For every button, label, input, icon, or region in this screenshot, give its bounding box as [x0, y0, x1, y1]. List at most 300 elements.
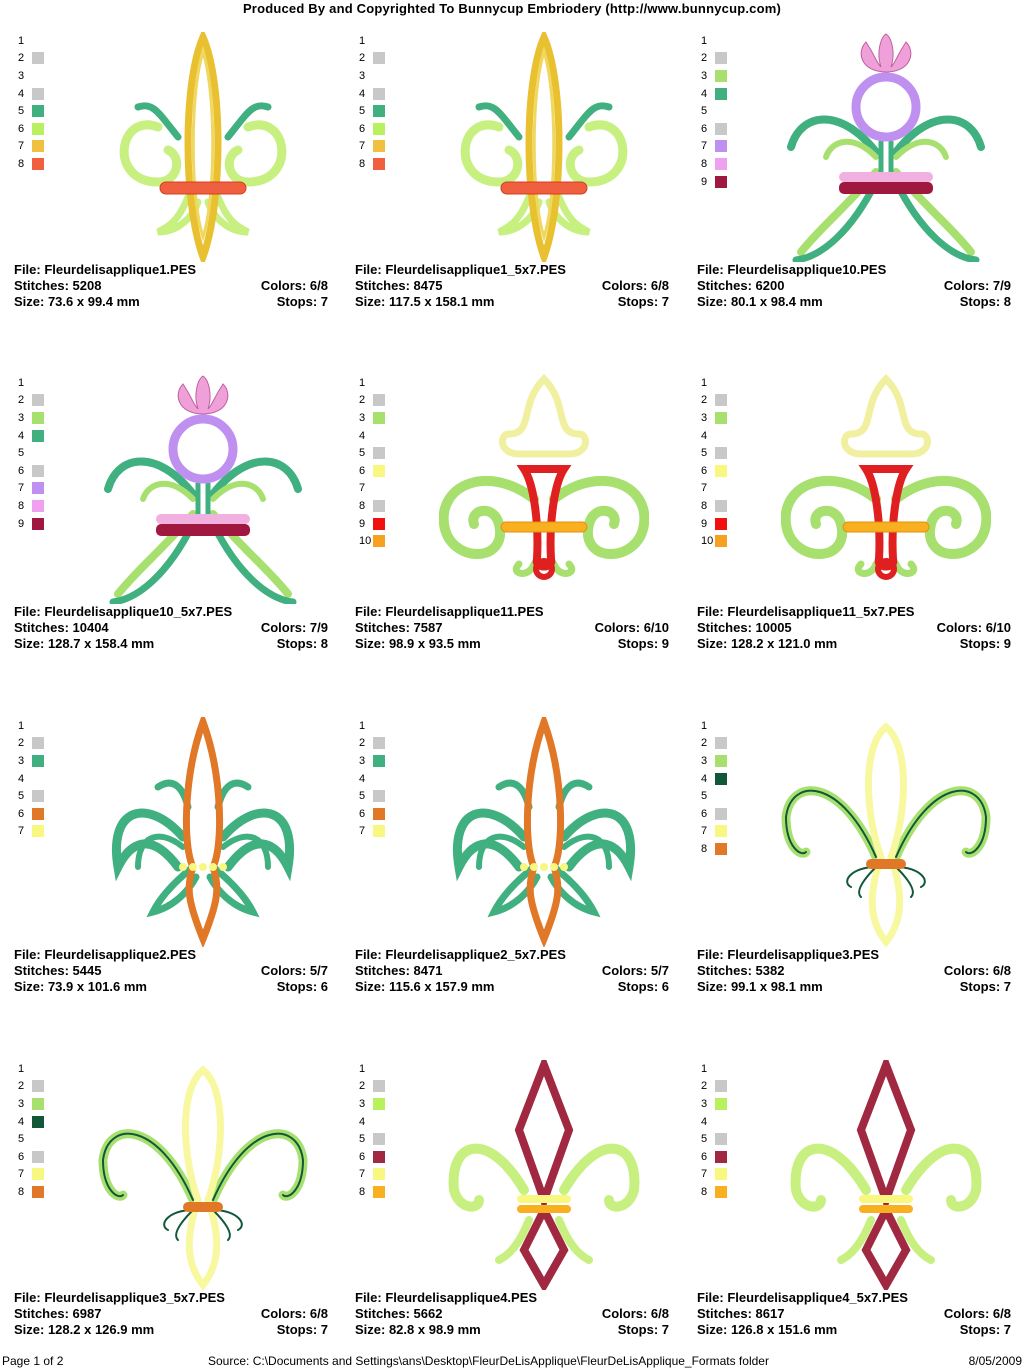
- color-swatch-list: [359, 374, 399, 550]
- design-card: [355, 1036, 673, 1366]
- stop-count: Stops: 7: [617, 1322, 669, 1337]
- color-swatch-row: [701, 392, 741, 410]
- color-swatch-row: [359, 532, 399, 550]
- color-swatch: [715, 70, 727, 82]
- color-swatch-row: [18, 67, 58, 85]
- color-index: 7: [701, 140, 708, 153]
- stop-count: Stops: 7: [276, 294, 328, 309]
- color-count: Colors: 6/10: [594, 620, 669, 635]
- color-swatch-list: [359, 1060, 399, 1201]
- color-swatch-row: [359, 67, 399, 85]
- stitch-count: Stitches: 5662: [355, 1306, 443, 1321]
- color-swatch: [715, 825, 727, 837]
- design-card: [14, 693, 332, 1023]
- color-index: 4: [359, 429, 366, 442]
- color-index: 6: [359, 1150, 366, 1163]
- color-swatch: [715, 500, 727, 512]
- color-swatch-row: [701, 120, 741, 138]
- color-swatch: [32, 482, 44, 494]
- color-swatch-row: [18, 735, 58, 753]
- color-swatch-row: [701, 752, 741, 770]
- design-card: [14, 8, 332, 338]
- color-count: Colors: 6/8: [601, 278, 669, 293]
- color-swatch: [373, 755, 385, 767]
- color-swatch-list: [701, 374, 741, 550]
- design-info: [697, 604, 1011, 652]
- color-swatch-row: [701, 67, 741, 85]
- file-name: File: Fleurdelisapplique4_5x7.PES: [697, 1290, 908, 1305]
- color-swatch-row: [701, 735, 741, 753]
- color-index: 7: [359, 825, 366, 838]
- color-swatch-row: [701, 717, 741, 735]
- design-info: [355, 604, 669, 652]
- color-swatch: [373, 1186, 385, 1198]
- color-swatch-row: [359, 1166, 399, 1184]
- color-swatch-row: [359, 752, 399, 770]
- color-index: 6: [18, 464, 25, 477]
- color-swatch-row: [18, 50, 58, 68]
- color-swatch: [32, 808, 44, 820]
- color-index: 7: [359, 1168, 366, 1181]
- color-swatch-row: [701, 823, 741, 841]
- color-index: 4: [359, 87, 366, 100]
- page-number: Page 1 of 2: [2, 1354, 64, 1368]
- color-index: 2: [701, 52, 708, 65]
- color-swatch: [715, 808, 727, 820]
- color-index: 4: [18, 772, 25, 785]
- color-swatch-row: [359, 1095, 399, 1113]
- color-index: 5: [359, 105, 366, 118]
- fleur-de-lis-design-image: [781, 32, 991, 262]
- color-swatch-row: [18, 1113, 58, 1131]
- color-index: 7: [18, 1168, 25, 1181]
- color-swatch-row: [18, 1095, 58, 1113]
- color-swatch-row: [359, 1078, 399, 1096]
- color-index: 5: [18, 105, 25, 118]
- color-swatch-list: [701, 717, 741, 858]
- color-swatch: [373, 500, 385, 512]
- color-swatch-row: [18, 752, 58, 770]
- color-swatch-row: [18, 1166, 58, 1184]
- color-index: 4: [701, 429, 708, 442]
- color-swatch-row: [359, 1113, 399, 1131]
- color-swatch: [32, 1080, 44, 1092]
- color-swatch-row: [701, 32, 741, 50]
- color-index: 5: [359, 447, 366, 460]
- fleur-de-lis-design-image: [98, 1060, 308, 1290]
- file-name: File: Fleurdelisapplique2_5x7.PES: [355, 947, 566, 962]
- design-size: Size: 82.8 x 98.9 mm: [355, 1322, 481, 1337]
- color-swatch-row: [359, 102, 399, 120]
- color-swatch-row: [701, 173, 741, 191]
- color-swatch: [32, 1116, 44, 1128]
- color-index: 7: [18, 140, 25, 153]
- color-index: 9: [18, 517, 25, 530]
- color-index: 3: [18, 754, 25, 767]
- color-swatch: [32, 158, 44, 170]
- color-swatch: [32, 1168, 44, 1180]
- color-index: 3: [701, 754, 708, 767]
- color-index: 2: [18, 52, 25, 65]
- design-info: [355, 947, 669, 995]
- color-swatch-row: [18, 85, 58, 103]
- file-name: File: Fleurdelisapplique1_5x7.PES: [355, 262, 566, 277]
- color-swatch: [373, 790, 385, 802]
- page-header: Produced By and Copyrighted To Bunnycup Embriodery (http://www.bunnycup.com): [242, 1, 782, 16]
- color-index: 1: [701, 34, 708, 47]
- color-swatch: [715, 394, 727, 406]
- color-swatch-row: [701, 1166, 741, 1184]
- color-swatch: [32, 140, 44, 152]
- color-swatch-row: [359, 32, 399, 50]
- color-index: 5: [18, 790, 25, 803]
- color-swatch: [373, 105, 385, 117]
- stitch-count: Stitches: 6200: [697, 278, 785, 293]
- color-swatch-row: [701, 515, 741, 533]
- color-swatch: [373, 412, 385, 424]
- color-index: 6: [359, 464, 366, 477]
- color-index: 4: [701, 1115, 708, 1128]
- color-swatch-row: [701, 1183, 741, 1201]
- color-index: 4: [359, 1115, 366, 1128]
- color-index: 3: [359, 1097, 366, 1110]
- color-count: Colors: 6/10: [936, 620, 1011, 635]
- stitch-count: Stitches: 6987: [14, 1306, 102, 1321]
- color-swatch-row: [359, 717, 399, 735]
- color-index: 6: [359, 122, 366, 135]
- color-index: 6: [701, 807, 708, 820]
- design-info: [355, 1290, 669, 1338]
- stop-count: Stops: 8: [276, 636, 328, 651]
- color-index: 2: [359, 737, 366, 750]
- fleur-de-lis-design-image: [439, 1060, 649, 1290]
- stitch-count: Stitches: 5382: [697, 963, 785, 978]
- color-swatch-row: [18, 515, 58, 533]
- color-swatch-list: [18, 374, 58, 532]
- design-card: [14, 350, 332, 680]
- file-name: File: Fleurdelisapplique11.PES: [355, 604, 544, 619]
- color-index: 4: [18, 429, 25, 442]
- color-count: Colors: 5/7: [260, 963, 328, 978]
- color-index: 5: [701, 447, 708, 460]
- file-name: File: Fleurdelisapplique3.PES: [697, 947, 880, 962]
- stop-count: Stops: 9: [617, 636, 669, 651]
- color-swatch: [32, 88, 44, 100]
- color-swatch-row: [701, 532, 741, 550]
- design-card: [355, 693, 673, 1023]
- color-swatch-row: [701, 85, 741, 103]
- color-index: 1: [359, 719, 366, 732]
- color-swatch: [715, 158, 727, 170]
- color-index: 3: [701, 411, 708, 424]
- color-index: 4: [701, 772, 708, 785]
- fleur-de-lis-design-image: [781, 1060, 991, 1290]
- color-swatch-list: [18, 32, 58, 173]
- color-swatch: [715, 1168, 727, 1180]
- color-index: 2: [359, 52, 366, 65]
- color-swatch-row: [701, 1130, 741, 1148]
- color-swatch: [373, 52, 385, 64]
- color-index: 5: [359, 1133, 366, 1146]
- color-swatch: [715, 1080, 727, 1092]
- color-swatch-row: [18, 497, 58, 515]
- color-swatch-row: [18, 1078, 58, 1096]
- design-info: [355, 262, 669, 310]
- color-swatch: [715, 1151, 727, 1163]
- color-swatch-row: [359, 138, 399, 156]
- stitch-count: Stitches: 5208: [14, 278, 102, 293]
- color-index: 1: [701, 719, 708, 732]
- color-swatch-row: [359, 1130, 399, 1148]
- stop-count: Stops: 7: [617, 294, 669, 309]
- color-index: 4: [701, 87, 708, 100]
- color-index: 7: [359, 140, 366, 153]
- color-index: 1: [18, 376, 25, 389]
- color-swatch-row: [359, 120, 399, 138]
- color-swatch: [715, 412, 727, 424]
- design-info: [697, 1290, 1011, 1338]
- color-swatch: [715, 52, 727, 64]
- color-swatch: [32, 123, 44, 135]
- design-size: Size: 80.1 x 98.4 mm: [697, 294, 823, 309]
- color-index: 7: [701, 482, 708, 495]
- page-footer: [0, 1354, 1024, 1370]
- color-swatch-row: [18, 787, 58, 805]
- color-swatch-row: [359, 805, 399, 823]
- color-swatch-row: [359, 462, 399, 480]
- color-swatch-row: [18, 823, 58, 841]
- color-swatch-row: [359, 497, 399, 515]
- design-size: Size: 126.8 x 151.6 mm: [697, 1322, 838, 1337]
- color-index: 5: [701, 790, 708, 803]
- stitch-count: Stitches: 7587: [355, 620, 443, 635]
- color-swatch: [373, 123, 385, 135]
- color-swatch-row: [359, 1183, 399, 1201]
- color-swatch: [32, 430, 44, 442]
- color-swatch: [715, 447, 727, 459]
- color-swatch-row: [359, 735, 399, 753]
- stop-count: Stops: 9: [959, 636, 1011, 651]
- color-index: 2: [701, 394, 708, 407]
- color-swatch: [32, 465, 44, 477]
- color-swatch-list: [18, 717, 58, 840]
- color-index: 2: [18, 737, 25, 750]
- color-index: 2: [701, 737, 708, 750]
- color-swatch: [373, 394, 385, 406]
- file-name: File: Fleurdelisapplique4.PES: [355, 1290, 538, 1305]
- color-index: 10: [359, 535, 372, 548]
- color-index: 3: [359, 754, 366, 767]
- color-swatch-row: [18, 138, 58, 156]
- color-swatch-list: [359, 717, 399, 840]
- color-swatch-row: [18, 717, 58, 735]
- color-swatch-row: [701, 1060, 741, 1078]
- color-swatch: [373, 1168, 385, 1180]
- fleur-de-lis-design-image: [98, 374, 308, 604]
- color-swatch-row: [701, 805, 741, 823]
- color-index: 5: [701, 1133, 708, 1146]
- color-swatch-row: [359, 374, 399, 392]
- color-count: Colors: 6/8: [260, 1306, 328, 1321]
- color-index: 2: [18, 394, 25, 407]
- color-swatch: [715, 176, 727, 188]
- color-count: Colors: 7/9: [943, 278, 1011, 293]
- design-size: Size: 115.6 x 157.9 mm: [355, 979, 495, 994]
- fleur-de-lis-design-image: [781, 374, 991, 604]
- color-index: 1: [359, 1062, 366, 1075]
- color-count: Colors: 5/7: [601, 963, 669, 978]
- color-index: 1: [18, 719, 25, 732]
- color-swatch-row: [359, 1060, 399, 1078]
- design-size: Size: 98.9 x 93.5 mm: [355, 636, 481, 651]
- color-index: 6: [701, 1150, 708, 1163]
- color-swatch-row: [18, 427, 58, 445]
- color-swatch-row: [359, 155, 399, 173]
- color-swatch: [32, 755, 44, 767]
- color-swatch-row: [701, 1078, 741, 1096]
- color-swatch: [715, 140, 727, 152]
- stop-count: Stops: 6: [617, 979, 669, 994]
- color-swatch-row: [359, 85, 399, 103]
- color-count: Colors: 7/9: [260, 620, 328, 635]
- stop-count: Stops: 7: [276, 1322, 328, 1337]
- color-swatch-row: [701, 409, 741, 427]
- design-card: [697, 1036, 1015, 1366]
- color-index: 8: [701, 157, 708, 170]
- color-swatch-row: [18, 1130, 58, 1148]
- color-index: 9: [701, 517, 708, 530]
- color-swatch-row: [18, 102, 58, 120]
- color-index: 5: [701, 105, 708, 118]
- color-index: 8: [701, 1185, 708, 1198]
- color-swatch-row: [701, 1148, 741, 1166]
- color-index: 3: [18, 69, 25, 82]
- color-swatch-row: [701, 497, 741, 515]
- color-swatch-list: [18, 1060, 58, 1201]
- color-index: 5: [18, 1133, 25, 1146]
- color-index: 1: [18, 1062, 25, 1075]
- file-name: File: Fleurdelisapplique10_5x7.PES: [14, 604, 233, 619]
- color-swatch-row: [359, 515, 399, 533]
- color-swatch-row: [701, 840, 741, 858]
- color-index: 7: [701, 825, 708, 838]
- color-swatch: [715, 1186, 727, 1198]
- color-swatch: [373, 158, 385, 170]
- color-swatch-row: [701, 102, 741, 120]
- stitch-count: Stitches: 5445: [14, 963, 102, 978]
- color-swatch-row: [701, 480, 741, 498]
- color-swatch-row: [18, 155, 58, 173]
- color-swatch: [715, 773, 727, 785]
- color-swatch: [32, 1186, 44, 1198]
- color-swatch: [32, 737, 44, 749]
- design-card: [697, 693, 1015, 1023]
- color-swatch-row: [18, 374, 58, 392]
- color-index: 6: [701, 122, 708, 135]
- color-index: 1: [701, 1062, 708, 1075]
- color-index: 5: [18, 447, 25, 460]
- color-swatch: [373, 1080, 385, 1092]
- color-swatch: [32, 105, 44, 117]
- color-swatch-list: [701, 1060, 741, 1201]
- print-date: 8/05/2009: [968, 1354, 1022, 1368]
- design-size: Size: 73.6 x 99.4 mm: [14, 294, 140, 309]
- design-info: [697, 262, 1011, 310]
- color-swatch: [32, 790, 44, 802]
- color-swatch-row: [359, 409, 399, 427]
- color-swatch-row: [359, 770, 399, 788]
- design-info: [697, 947, 1011, 995]
- color-index: 8: [18, 499, 25, 512]
- color-swatch-row: [701, 50, 741, 68]
- stitch-count: Stitches: 8471: [355, 963, 443, 978]
- color-swatch-row: [18, 770, 58, 788]
- color-swatch: [715, 518, 727, 530]
- color-swatch: [715, 88, 727, 100]
- fleur-de-lis-design-image: [439, 717, 649, 947]
- color-swatch-row: [701, 462, 741, 480]
- design-card: [697, 8, 1015, 338]
- color-index: 6: [18, 807, 25, 820]
- design-size: Size: 128.2 x 126.9 mm: [14, 1322, 155, 1337]
- fleur-de-lis-design-image: [439, 374, 649, 604]
- color-swatch: [373, 447, 385, 459]
- color-index: 3: [359, 411, 366, 424]
- design-size: Size: 117.5 x 158.1 mm: [355, 294, 495, 309]
- design-size: Size: 73.9 x 101.6 mm: [14, 979, 147, 994]
- stop-count: Stops: 8: [959, 294, 1011, 309]
- color-swatch-row: [18, 480, 58, 498]
- color-swatch-row: [701, 427, 741, 445]
- color-index: 5: [359, 790, 366, 803]
- stop-count: Stops: 6: [276, 979, 328, 994]
- color-swatch: [715, 1098, 727, 1110]
- color-index: 2: [18, 1080, 25, 1093]
- color-swatch-row: [18, 392, 58, 410]
- color-swatch: [373, 465, 385, 477]
- color-index: 3: [701, 69, 708, 82]
- color-swatch: [715, 535, 727, 547]
- design-card: [14, 1036, 332, 1366]
- color-swatch-row: [18, 32, 58, 50]
- design-info: [14, 262, 328, 310]
- color-index: 8: [359, 499, 366, 512]
- color-swatch: [32, 1098, 44, 1110]
- stitch-count: Stitches: 8617: [697, 1306, 785, 1321]
- color-swatch-row: [18, 120, 58, 138]
- file-name: File: Fleurdelisapplique11_5x7.PES: [697, 604, 915, 619]
- color-swatch-row: [359, 427, 399, 445]
- color-swatch-row: [701, 770, 741, 788]
- color-count: Colors: 6/8: [943, 963, 1011, 978]
- color-index: 7: [701, 1168, 708, 1181]
- file-name: File: Fleurdelisapplique3_5x7.PES: [14, 1290, 225, 1305]
- color-index: 3: [701, 1097, 708, 1110]
- color-swatch-row: [18, 1148, 58, 1166]
- color-index: 2: [701, 1080, 708, 1093]
- color-index: 9: [701, 175, 708, 188]
- color-count: Colors: 6/8: [943, 1306, 1011, 1321]
- stop-count: Stops: 7: [959, 979, 1011, 994]
- design-card: [355, 350, 673, 680]
- color-index: 4: [18, 1115, 25, 1128]
- design-info: [14, 604, 328, 652]
- fleur-de-lis-design-image: [98, 717, 308, 947]
- source-path: Source: C:\Documents and Settings\ans\Desktop\FleurDeLisApplique\FleurDeLisApplique_Formats folder: [208, 1354, 769, 1368]
- color-swatch-row: [701, 374, 741, 392]
- color-swatch: [373, 808, 385, 820]
- color-index: 6: [18, 1150, 25, 1163]
